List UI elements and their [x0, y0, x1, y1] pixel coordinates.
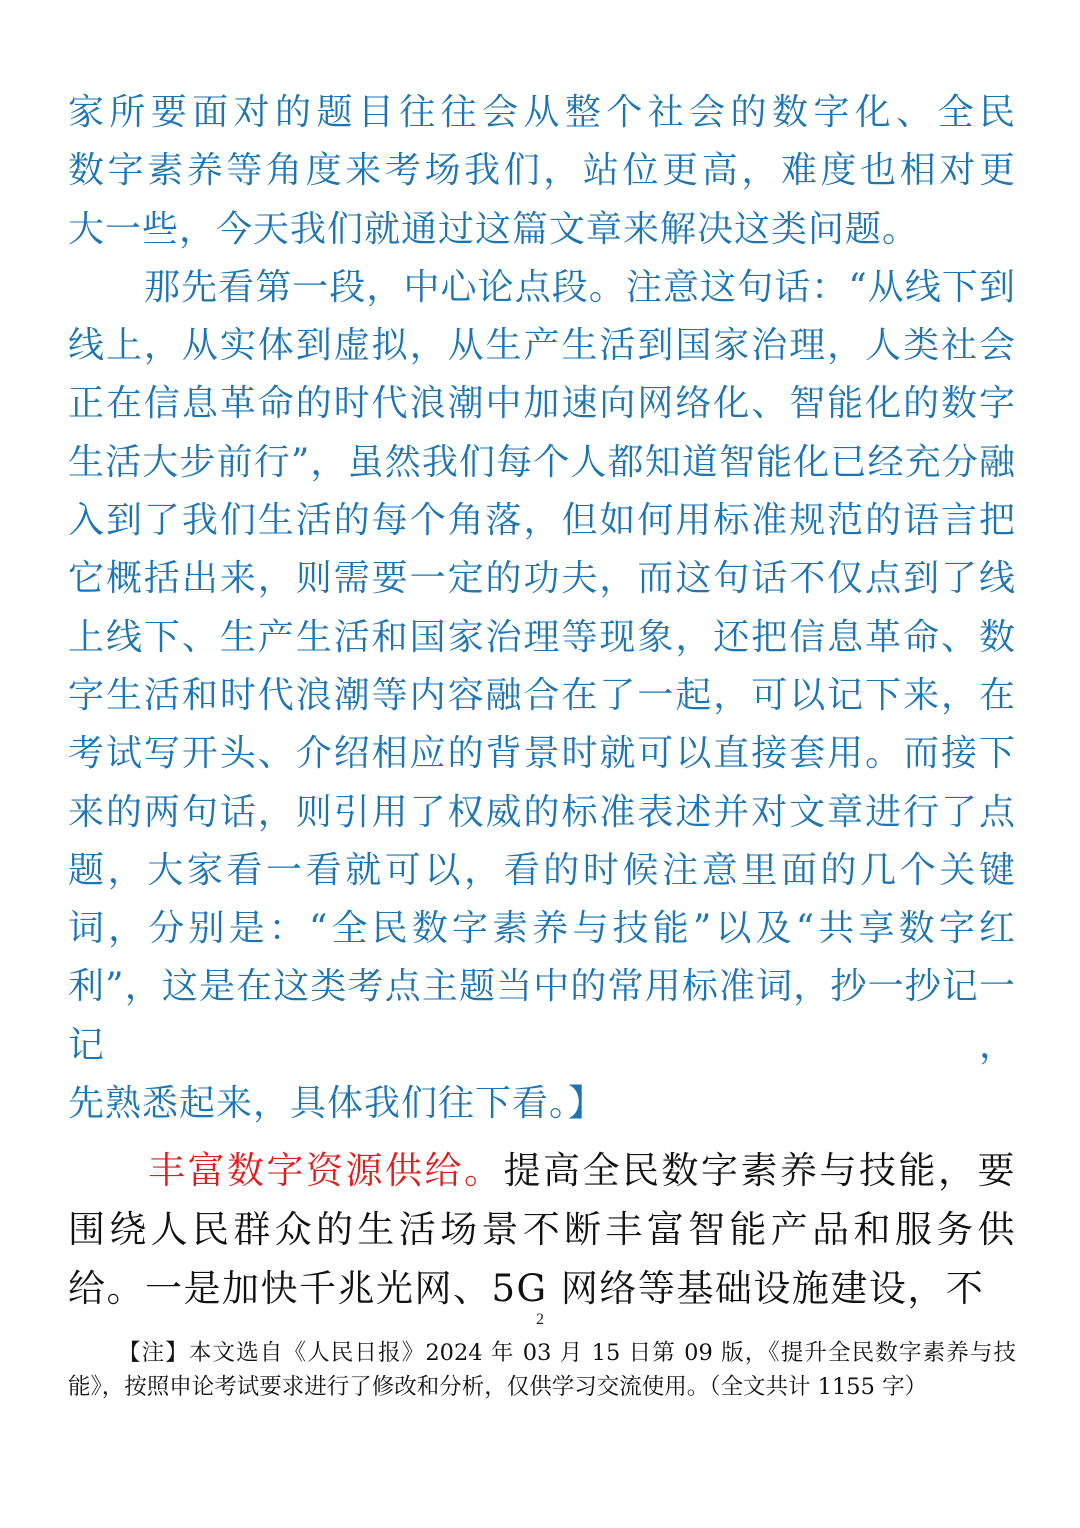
analysis-line: 大一些，今天我们就通过这篇文章来解决这类问题。	[68, 208, 920, 250]
article-body	[68, 84, 1016, 1318]
analysis-paragraph: 那先看第一段，中心论点段。注意这句话：“从线下到线上，从实体到虚拟，从生产生活到国家治理，人类社会正在信息革命的时代浪潮中加速向网络化、智能化的数字生活大步前行”，虽然我们每个人都知道智能化已经充分融入到了我们生活的每个角落，但如何用标准规范的语言把它概括出来，则需要一定的功夫，而这句话不仅点到了线上线下、生产生活和国家治理等现象，还把信息革命、数字生活和时代浪潮等内容融合在了一起，可以记下来，在考试写开头、介绍相应的背景时就可以直接套用。而接下来的两句话，则引用了权威的标准表述并对文章进行了点题，大家看一看就可以，看的时候注意里面的几个关键词，分别是：“全民数字素养与技能”以及“共享数字红利”，这是在这类考点主题当中的常用标准词，抄一抄记一记，	[68, 266, 1016, 1066]
page-number: 2	[536, 1311, 544, 1328]
footnote: 【注】本文选自《人民日报》2024 年 03 月 15 日第 09 版，《提升全民数字素养与技能》，按照申论考试要求进行了修改和分析，仅供学习交流使用。（全文共计 1155 字）	[68, 1340, 1016, 1400]
analysis-line: 数字素养等角度来考场我们，站位更高，难度也相对更	[68, 150, 1016, 192]
analysis-line: 家所要面对的题目往往会从整个社会的数字化、全民	[68, 92, 1016, 133]
main-paragraph	[68, 1141, 1016, 1318]
analysis-closing-line: 先熟悉起来，具体我们往下看。】	[68, 1083, 606, 1125]
section-heading: 丰富数字资源供给。	[148, 1149, 504, 1193]
main-paragraph-text: 提高全民数字素养与技能，要围绕人民群众的生活场景不断丰富智能产品和服务供给。一是加快千兆光网、5G 网络等基础设施建设，不	[68, 1149, 1016, 1311]
